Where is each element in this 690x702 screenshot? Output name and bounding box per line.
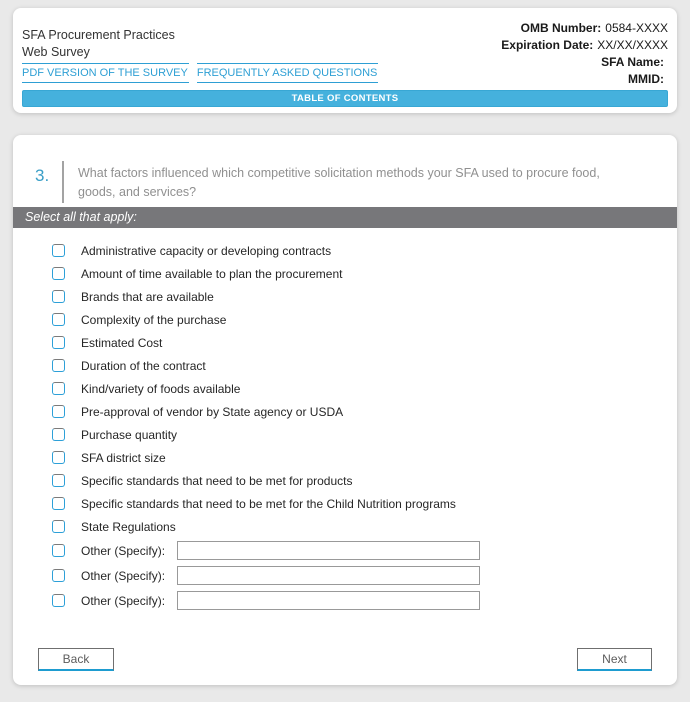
- checkbox[interactable]: [52, 474, 65, 487]
- option-row: [52, 446, 677, 469]
- pdf-version-link[interactable]: PDF VERSION OF THE SURVEY: [22, 63, 189, 83]
- checkbox[interactable]: [52, 451, 65, 464]
- checkbox[interactable]: [52, 313, 65, 326]
- option-label: Purchase quantity: [81, 427, 178, 442]
- survey-title-line2: Web Survey: [22, 45, 90, 59]
- option-label: Specific standards that need to be met for the Child Nutrition programs: [81, 496, 456, 511]
- option-label: Pre-approval of vendor by State agency or USDA: [81, 404, 344, 419]
- checkbox[interactable]: [52, 290, 65, 303]
- checkbox[interactable]: [52, 267, 65, 280]
- omb-number-value: 0584-XXXX: [605, 21, 668, 35]
- option-row-other: [52, 588, 677, 613]
- option-label: Administrative capacity or developing contracts: [81, 243, 332, 258]
- option-row: [52, 492, 677, 515]
- option-label: Other (Specify):: [81, 593, 166, 608]
- option-label: Specific standards that need to be met for products: [81, 473, 353, 488]
- question-number: 3.: [35, 166, 50, 185]
- expiration-date-label: Expiration Date:: [501, 38, 594, 52]
- checkbox[interactable]: [52, 405, 65, 418]
- option-row: [52, 239, 677, 262]
- omb-number-label: OMB Number:: [520, 21, 602, 35]
- omb-number-line: [501, 20, 668, 37]
- checkbox[interactable]: [52, 520, 65, 533]
- option-row: [52, 423, 677, 446]
- option-label: State Regulations: [81, 519, 176, 534]
- option-row-other: [52, 563, 677, 588]
- option-row: [52, 354, 677, 377]
- question-row: [13, 135, 677, 207]
- header-card: [13, 8, 677, 113]
- expiration-date-line: [501, 37, 668, 54]
- option-row: [52, 469, 677, 492]
- checkbox[interactable]: [52, 569, 65, 582]
- expiration-date-value: XX/XX/XXXX: [597, 38, 668, 52]
- mmid-line: [501, 71, 668, 88]
- faq-link[interactable]: FREQUENTLY ASKED QUESTIONS: [197, 63, 379, 83]
- option-label: Other (Specify):: [81, 568, 166, 583]
- table-of-contents-button[interactable]: TABLE OF CONTENTS: [22, 90, 668, 107]
- mmid-label: MMID:: [628, 72, 664, 86]
- survey-meta-block: [501, 20, 668, 88]
- survey-title-block: [22, 27, 386, 83]
- option-label: Estimated Cost: [81, 335, 163, 350]
- question-text: What factors influenced which competitive solicitation methods your SFA used to procure food, goods, and services?: [78, 166, 600, 199]
- checkbox[interactable]: [52, 382, 65, 395]
- options-list: [13, 228, 677, 613]
- question-divider: [62, 161, 64, 203]
- option-label: Kind/variety of foods available: [81, 381, 241, 396]
- option-row: [52, 515, 677, 538]
- option-row-other: [52, 538, 677, 563]
- option-row: [52, 308, 677, 331]
- option-label: SFA district size: [81, 450, 166, 465]
- option-label: Other (Specify):: [81, 543, 166, 558]
- header-links: [22, 63, 386, 83]
- checkbox[interactable]: [52, 594, 65, 607]
- checkbox[interactable]: [52, 497, 65, 510]
- option-label: Duration of the contract: [81, 358, 206, 373]
- option-row: [52, 331, 677, 354]
- question-card: [13, 135, 677, 685]
- option-row: [52, 377, 677, 400]
- sfa-name-line: [501, 54, 668, 71]
- option-row: [52, 400, 677, 423]
- other-specify-input-2[interactable]: [177, 566, 480, 585]
- option-row: [52, 262, 677, 285]
- option-label: Amount of time available to plan the procurement: [81, 266, 343, 281]
- survey-title-line1: SFA Procurement Practices: [22, 28, 175, 42]
- option-label: Complexity of the purchase: [81, 312, 227, 327]
- sfa-name-label: SFA Name:: [601, 55, 664, 69]
- back-button[interactable]: Back: [38, 648, 114, 671]
- checkbox[interactable]: [52, 359, 65, 372]
- next-button[interactable]: Next: [577, 648, 652, 671]
- option-row: [52, 285, 677, 308]
- checkbox[interactable]: [52, 244, 65, 257]
- other-specify-input-1[interactable]: [177, 541, 480, 560]
- checkbox[interactable]: [52, 428, 65, 441]
- checkbox[interactable]: [52, 336, 65, 349]
- checkbox[interactable]: [52, 544, 65, 557]
- option-label: Brands that are available: [81, 289, 214, 304]
- other-specify-input-3[interactable]: [177, 591, 480, 610]
- instruction-bar: Select all that apply:: [13, 207, 677, 228]
